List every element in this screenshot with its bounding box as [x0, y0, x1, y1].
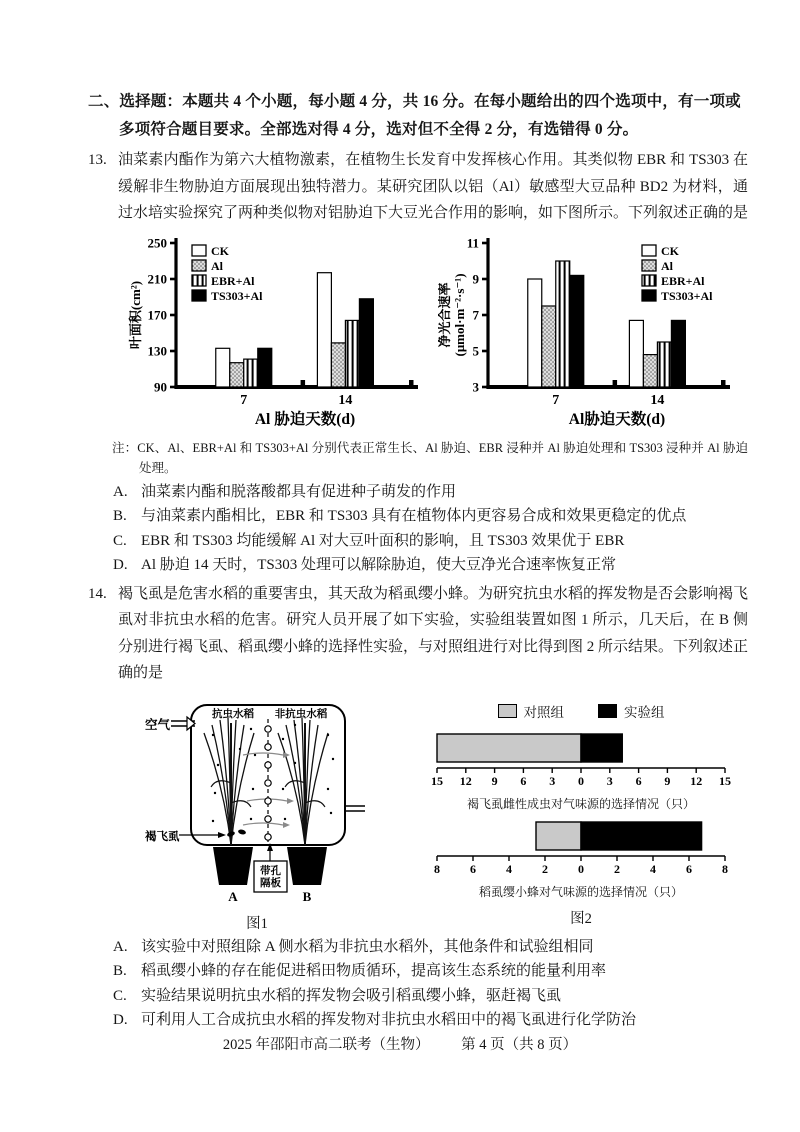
svg-text:6: 6 [470, 861, 476, 876]
option-text: 可利用人工合成抗虫水稻的挥发物对非抗虫水稻田中的褐飞虱进行化学防治 [141, 1012, 637, 1028]
svg-text:2: 2 [542, 861, 548, 876]
q13-stem: 油菜素内酯作为第六大植物激素，在植物生长发育中发挥核心作用。其类似物 EBR 和 TS303 在缓解非生物胁迫方面展现出独特潜力。某研究团队以铝（Al）敏感型大豆品种 BD2 为材料，通过水培实验探究了两种类似物对铝胁迫下大豆光合作用的影响，如下图所示。下列叙述正确的是 [118, 152, 749, 221]
svg-text:9: 9 [472, 271, 479, 286]
svg-text:隔板: 隔板 [260, 877, 281, 889]
q14-option-c[interactable] [113, 984, 748, 1009]
svg-text:8: 8 [434, 861, 440, 876]
svg-text:170: 170 [147, 307, 167, 322]
planthopper-chart-caption: 褐飞虱雌性成虫对气味源的选择情况（只） [466, 796, 695, 811]
figure-1 [143, 693, 371, 933]
svg-text:非抗虫水稻: 非抗虫水稻 [274, 708, 328, 720]
svg-text:3: 3 [606, 773, 613, 788]
svg-text:3: 3 [472, 379, 479, 394]
svg-text:0: 0 [578, 861, 584, 876]
svg-text:6: 6 [635, 773, 642, 788]
svg-text:空气: 空气 [145, 717, 171, 732]
svg-text:8: 8 [722, 861, 728, 876]
svg-text:Al: Al [211, 258, 223, 273]
option-label: D. [113, 1012, 128, 1028]
footer-exam-title: 2025 年邵阳市高二联考（生物） [222, 1037, 430, 1053]
q14-option-b[interactable] [113, 959, 748, 984]
planthopper-choice-chart [413, 731, 749, 796]
experimental-swatch [598, 704, 617, 718]
option-text: Al 胁迫 14 天时，TS303 处理可以解除胁迫，使大豆净光合速率恢复正常 [141, 557, 617, 573]
option-text: 与油菜素内酯相比，EBR 和 TS303 具有在植物体内更容易合成和效果更稳定的优点 [141, 508, 687, 524]
q13-note: 注：CK、Al、EBR+Al 和 TS303+Al 分别代表正常生长、Al 胁迫、EBR 浸种并 Al 胁迫处理和 TS303 浸种并 Al 胁迫处理。 [112, 440, 748, 475]
option-label: D. [113, 557, 128, 573]
q13-number: 13. [88, 152, 107, 168]
svg-text:250: 250 [147, 235, 167, 250]
svg-text:CK: CK [661, 243, 679, 258]
svg-text:14: 14 [650, 392, 665, 408]
page-footer [0, 1033, 800, 1054]
fig2-caption: 图2 [570, 910, 592, 927]
apparatus-diagram [143, 693, 371, 910]
q13-options [113, 480, 748, 578]
svg-text:CK: CK [211, 243, 229, 258]
option-label: B. [113, 963, 127, 979]
svg-text:7: 7 [472, 307, 479, 322]
option-text: 该实验中对照组除 A 侧水稻为非抗虫水稻外，其他条件和试验组相同 [141, 938, 594, 955]
q14-stem: 褐飞虱是危害水稻的重要害虫，其天敌为稻虱缨小蜂。为研究抗虫水稻的挥发物是否会影响褐飞虱对非抗虫水稻的危害。研究人员开展了如下实验，实验组装置如图 1 所示，几天后，在 B 侧分别进行褐飞虱、稻虱缨小蜂的选择性实验，与对照组进行对比得到图 2 所示结果。下列叙述正确的是 [118, 585, 749, 681]
option-label: A. [113, 483, 128, 500]
wasp-choice-svg [413, 819, 749, 879]
section-header: 二、选择题：本题共 4 个小题，每小题 4 分，共 16 分。在每小题给出的四个选项中，有一项或多项符合题目要求。全部选对得 4 分，选对但不全得 2 分，有选错得 0 分。 [88, 93, 741, 138]
footer-page-info: 第 4 页（共 8 页） [461, 1037, 578, 1053]
svg-text:EBR+Al: EBR+Al [211, 273, 255, 288]
option-text: 稻虱缨小蜂的存在能促进稻田物质循环，提高该生态系统的能量利用率 [141, 963, 607, 979]
q13-option-a[interactable] [113, 480, 748, 505]
svg-text:210: 210 [147, 271, 167, 286]
photosynthesis-chart [438, 231, 740, 438]
svg-text:褐飞虱: 褐飞虱 [145, 830, 180, 843]
legend-experimental-label: 实验组 [624, 704, 665, 720]
svg-text:Al胁迫天数(d): Al胁迫天数(d) [568, 410, 666, 428]
option-text: 油菜素内酯和脱落酸都具有促进种子萌发的作用 [141, 483, 457, 500]
svg-text:90: 90 [154, 379, 167, 394]
q13-option-c[interactable] [113, 529, 748, 554]
legend-experimental [598, 701, 665, 721]
svg-text:抗虫水稻: 抗虫水稻 [212, 708, 254, 720]
q14-option-d[interactable] [113, 1008, 748, 1033]
svg-text:15: 15 [719, 773, 731, 788]
svg-text:TS303+Al: TS303+Al [661, 288, 713, 303]
svg-text:6: 6 [686, 861, 692, 876]
svg-text:(μmol·m⁻²·s⁻¹): (μmol·m⁻²·s⁻¹) [452, 272, 467, 357]
question-14 [88, 581, 748, 1033]
q13-option-b[interactable] [113, 504, 748, 529]
svg-text:3: 3 [549, 773, 556, 788]
svg-text:2: 2 [614, 861, 620, 876]
legend-control-label: 对照组 [523, 704, 564, 720]
svg-text:EBR+Al: EBR+Al [661, 273, 705, 288]
svg-text:4: 4 [650, 861, 656, 876]
option-label: B. [113, 508, 127, 524]
option-label: C. [113, 987, 127, 1004]
svg-text:A: A [228, 888, 238, 904]
svg-text:叶面积(cm²): 叶面积(cm²) [128, 280, 143, 349]
planthopper-choice-svg [413, 731, 749, 791]
svg-text:6: 6 [520, 773, 527, 788]
q14-options [113, 935, 748, 1033]
svg-text:Al: Al [661, 258, 673, 273]
svg-text:9: 9 [664, 773, 671, 788]
fig1-caption: 图1 [246, 915, 268, 932]
option-text: EBR 和 TS303 均能缓解 Al 对大豆叶面积的影响，且 TS303 效果优于 EBR [141, 532, 625, 549]
svg-text:130: 130 [147, 343, 167, 358]
q14-figures [143, 693, 748, 933]
q14-option-a[interactable] [113, 935, 748, 960]
q14-number: 14. [88, 585, 107, 602]
option-label: A. [113, 938, 128, 955]
svg-text:12: 12 [459, 773, 472, 788]
question-13 [88, 147, 748, 578]
svg-text:15: 15 [431, 773, 443, 788]
svg-text:Al 胁迫天数(d): Al 胁迫天数(d) [254, 410, 356, 428]
wasp-chart-caption: 稻虱缨小蜂对气味源的选择情况（只） [478, 884, 683, 899]
svg-text:14: 14 [338, 392, 353, 408]
svg-text:7: 7 [552, 392, 560, 408]
control-swatch [498, 704, 517, 718]
leaf-area-svg [126, 231, 428, 433]
svg-text:B: B [302, 888, 312, 904]
legend-control [498, 701, 565, 721]
photosynthesis-svg [438, 231, 740, 433]
svg-text:7: 7 [240, 392, 248, 408]
option-text: 实验结果说明抗虫水稻的挥发物会吸引稻虱缨小蜂，驱赶褐飞虱 [141, 987, 562, 1004]
q13-option-d[interactable] [113, 553, 748, 578]
figure-2 [413, 693, 749, 928]
wasp-choice-chart [413, 819, 749, 884]
fig2-legend [413, 701, 749, 721]
svg-text:12: 12 [690, 773, 703, 788]
q13-charts [126, 231, 748, 438]
fig1-svg [143, 693, 371, 905]
leaf-area-chart [126, 231, 428, 438]
svg-text:带孔: 带孔 [260, 865, 281, 877]
option-label: C. [113, 532, 127, 549]
svg-text:9: 9 [491, 773, 498, 788]
svg-text:0: 0 [578, 773, 584, 788]
svg-text:净光合速率: 净光合速率 [438, 281, 452, 348]
svg-text:11: 11 [466, 235, 479, 250]
svg-text:5: 5 [472, 343, 479, 358]
svg-text:TS303+Al: TS303+Al [211, 288, 263, 303]
svg-text:4: 4 [506, 861, 512, 876]
